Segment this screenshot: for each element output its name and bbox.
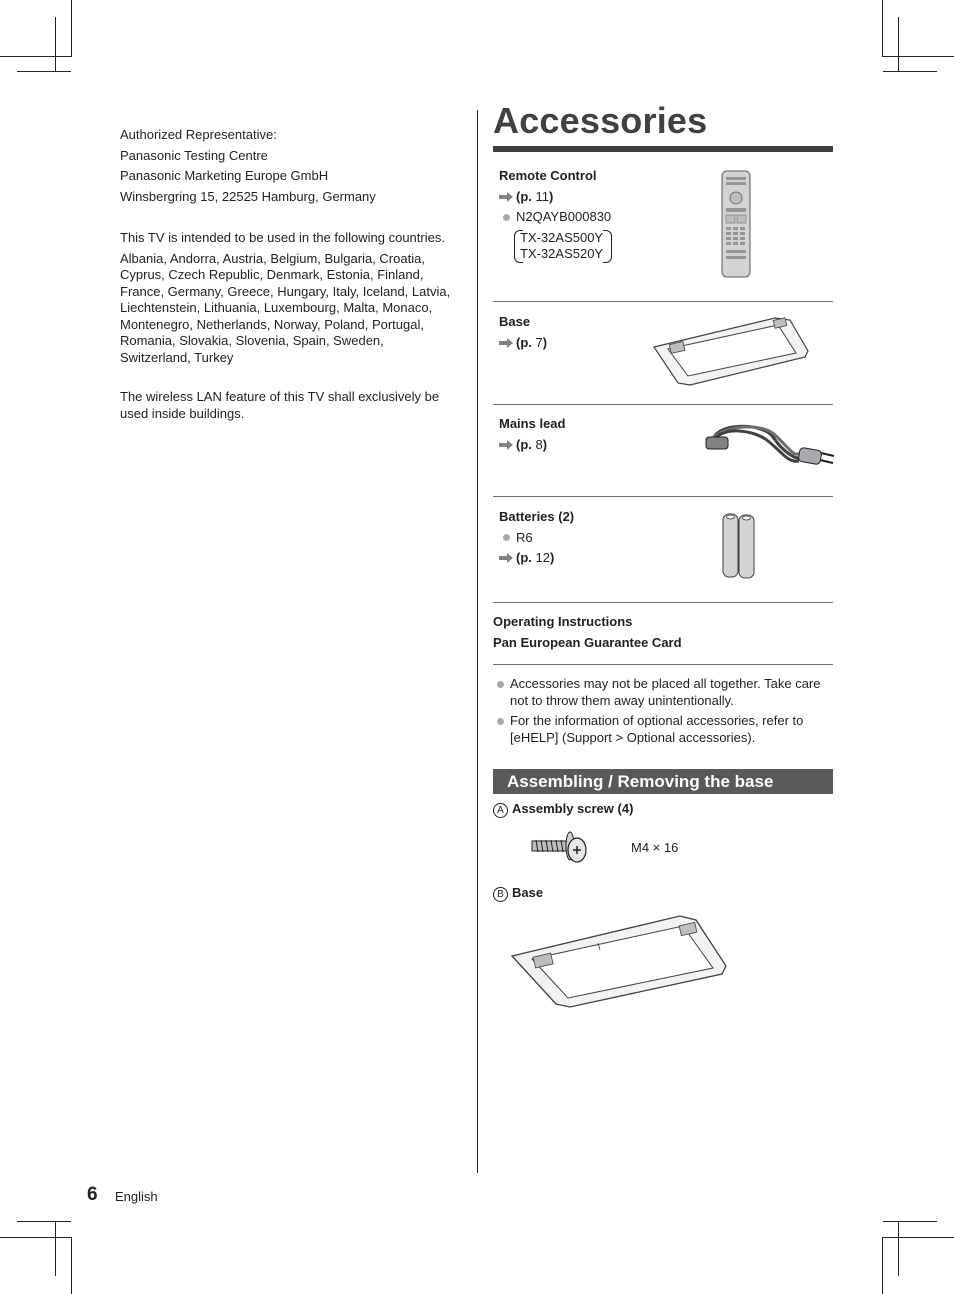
ref-suffix: ) (549, 188, 554, 204)
page-reference (499, 437, 565, 454)
divider (493, 602, 833, 603)
ref-page: 11 (535, 188, 550, 204)
note-item (493, 713, 835, 746)
screw-size: M4 × 16 (631, 840, 679, 855)
page-reference (499, 335, 547, 352)
screw-icon (530, 829, 590, 865)
arrow-right-icon (499, 192, 513, 202)
ref-page: 12 (535, 550, 550, 565)
doc-item: Operating Instructions (493, 614, 633, 629)
divider (493, 301, 833, 302)
batteries-item (499, 509, 574, 567)
model-number (499, 209, 611, 226)
base-part-label (493, 885, 543, 902)
mains-lead-item (499, 416, 565, 453)
countries-intro: This TV is intended to be used in the following countries. (120, 230, 445, 245)
notes-list (493, 676, 835, 746)
note-item (493, 676, 835, 709)
footer-language: English (115, 1189, 158, 1204)
remote-control-icon (721, 170, 751, 278)
ref-page: 7 (535, 334, 543, 350)
column-divider (477, 110, 478, 1173)
base-item (499, 314, 547, 351)
doc-item: Pan European Guarantee Card (493, 634, 682, 650)
page-number: 6 (87, 1184, 98, 1205)
variant-bracket (514, 230, 612, 262)
authorized-representative (120, 127, 465, 205)
note-text: Accessories may not be placed all together. Take care not to throw them away unintentionally. (510, 676, 821, 708)
divider (493, 404, 833, 405)
bullet-icon (497, 718, 504, 725)
rep-line: Panasonic Testing Centre (120, 147, 268, 163)
power-cable-icon (703, 417, 837, 477)
docs-list (493, 614, 682, 651)
arrow-right-icon (499, 553, 513, 563)
countries-section (120, 230, 465, 366)
model-text: N2QAYB000830 (516, 209, 612, 224)
divider (493, 496, 833, 497)
variant-model: TX-32AS520Y (520, 246, 604, 261)
section-title: Assembling / Removing the base (507, 772, 774, 791)
battery-type-text: R6 (516, 529, 533, 545)
note-text: For the information of optional accessories, refer to [eHELP] (Support > Optional accessories). (510, 713, 804, 745)
title-underline (493, 146, 833, 152)
ref-prefix: (p. (516, 436, 532, 452)
ref-page: 8 (535, 436, 543, 452)
base-label: Base (499, 314, 531, 329)
ref-prefix: (p. (516, 550, 532, 565)
mains-lead-label: Mains lead (499, 416, 566, 431)
battery-type (499, 530, 574, 547)
marker-b: B (493, 887, 508, 902)
remote-control-item (499, 168, 611, 226)
bullet-icon (503, 214, 510, 221)
remote-control-label: Remote Control (499, 168, 597, 183)
page-title: Accessories (493, 100, 708, 141)
arrow-right-icon (499, 440, 513, 450)
batteries-icon (721, 511, 757, 580)
page-reference (499, 189, 611, 206)
ref-prefix: (p. (516, 334, 532, 350)
wlan-note: The wireless LAN feature of this TV shall exclusively be used inside buildings. (120, 389, 440, 421)
base-stand-icon (650, 315, 812, 387)
rep-line: Panasonic Marketing Europe GmbH (120, 168, 329, 183)
page-reference (499, 550, 574, 567)
batteries-label: Batteries (2) (499, 509, 575, 524)
bullet-icon (503, 534, 510, 541)
rep-line: Winsbergring 15, 22525 Hamburg, Germany (120, 188, 376, 204)
rep-line: Authorized Representative: (120, 127, 277, 142)
ref-suffix: ) (542, 334, 548, 350)
assembly-screw-text: Assembly screw (4) (512, 801, 634, 816)
countries-list: Albania, Andorra, Austria, Belgium, Bulgaria, Croatia, Cyprus, Czech Republic, Denmark, Estonia, Finland, France, Germany, Greece, Hungary, Italy, Iceland, Latvia, Liechtenstein, Lithuania, Luxembourg, Malta, Monaco, Montenegro, Netherlands, Norway, Poland, Portugal, Romania, Slovakia, Slovenia, Spain, Sweden, Switzerland, Turkey (120, 250, 451, 365)
assembly-screw-label (493, 801, 633, 818)
divider (493, 664, 833, 665)
bullet-icon (497, 681, 504, 688)
base-stand-large-icon (508, 912, 730, 1010)
arrow-right-icon (499, 338, 513, 348)
base-part-text: Base (512, 885, 544, 900)
ref-prefix: (p. (516, 188, 532, 204)
variant-model: TX-32AS500Y (520, 230, 604, 245)
ref-suffix: ) (542, 436, 548, 452)
marker-a: A (493, 803, 508, 818)
ref-suffix: ) (549, 550, 555, 565)
